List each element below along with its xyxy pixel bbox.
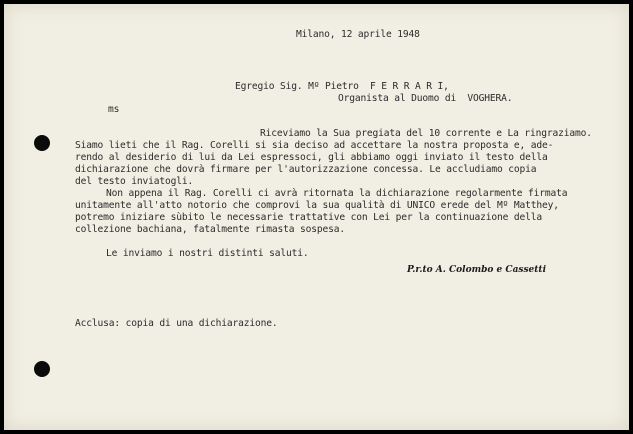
recipient-line-2: Organista al Duomo di VOGHERA. (338, 93, 513, 104)
punch-hole-top (34, 135, 50, 151)
signature-stamp: P.r.to A. Colombo e Cassetti (407, 265, 546, 275)
body-line: del testo inviatogli. (75, 176, 194, 187)
body-line: dichiarazione che dovrà firmare per l'autorizzazione concessa. Le accludiamo copia (75, 164, 537, 175)
body-line: Non appena il Rag. Corelli ci avrà ritornata la dichiarazione regolarmente firmata (106, 188, 568, 199)
closing-salutation: Le inviamo i nostri distinti saluti. (106, 248, 309, 259)
body-line: Siamo lieti che il Rag. Corelli si sia deciso ad accettare la nostra proposta e, ade- (75, 140, 554, 151)
body-line: unitamente all'atto notorio che comprovi la sua qualità di UNICO erede del Mº Matthey, (75, 200, 559, 211)
body-line: collezione bachiana, fatalmente rimasta sospesa. (75, 224, 346, 235)
reference-initials: ms (108, 104, 120, 115)
enclosure-note: Acclusa: copia di una dichiarazione. (75, 318, 278, 329)
body-line: Riceviamo la Sua pregiata del 10 corrente e La ringraziamo. (260, 128, 592, 139)
recipient-line-1: Egregio Sig. Mº Pietro F E R R A R I, (235, 81, 449, 92)
body-line: potremo iniziare sùbito le necessarie trattative con Lei per la continuazione della (75, 212, 542, 223)
letter-sheet (4, 4, 629, 430)
punch-hole-bottom (34, 361, 50, 377)
place-date: Milano, 12 aprile 1948 (296, 29, 420, 40)
body-line: rendo al desiderio di lui da Lei espressoci, gli abbiamo oggi inviato il testo della (75, 152, 548, 163)
